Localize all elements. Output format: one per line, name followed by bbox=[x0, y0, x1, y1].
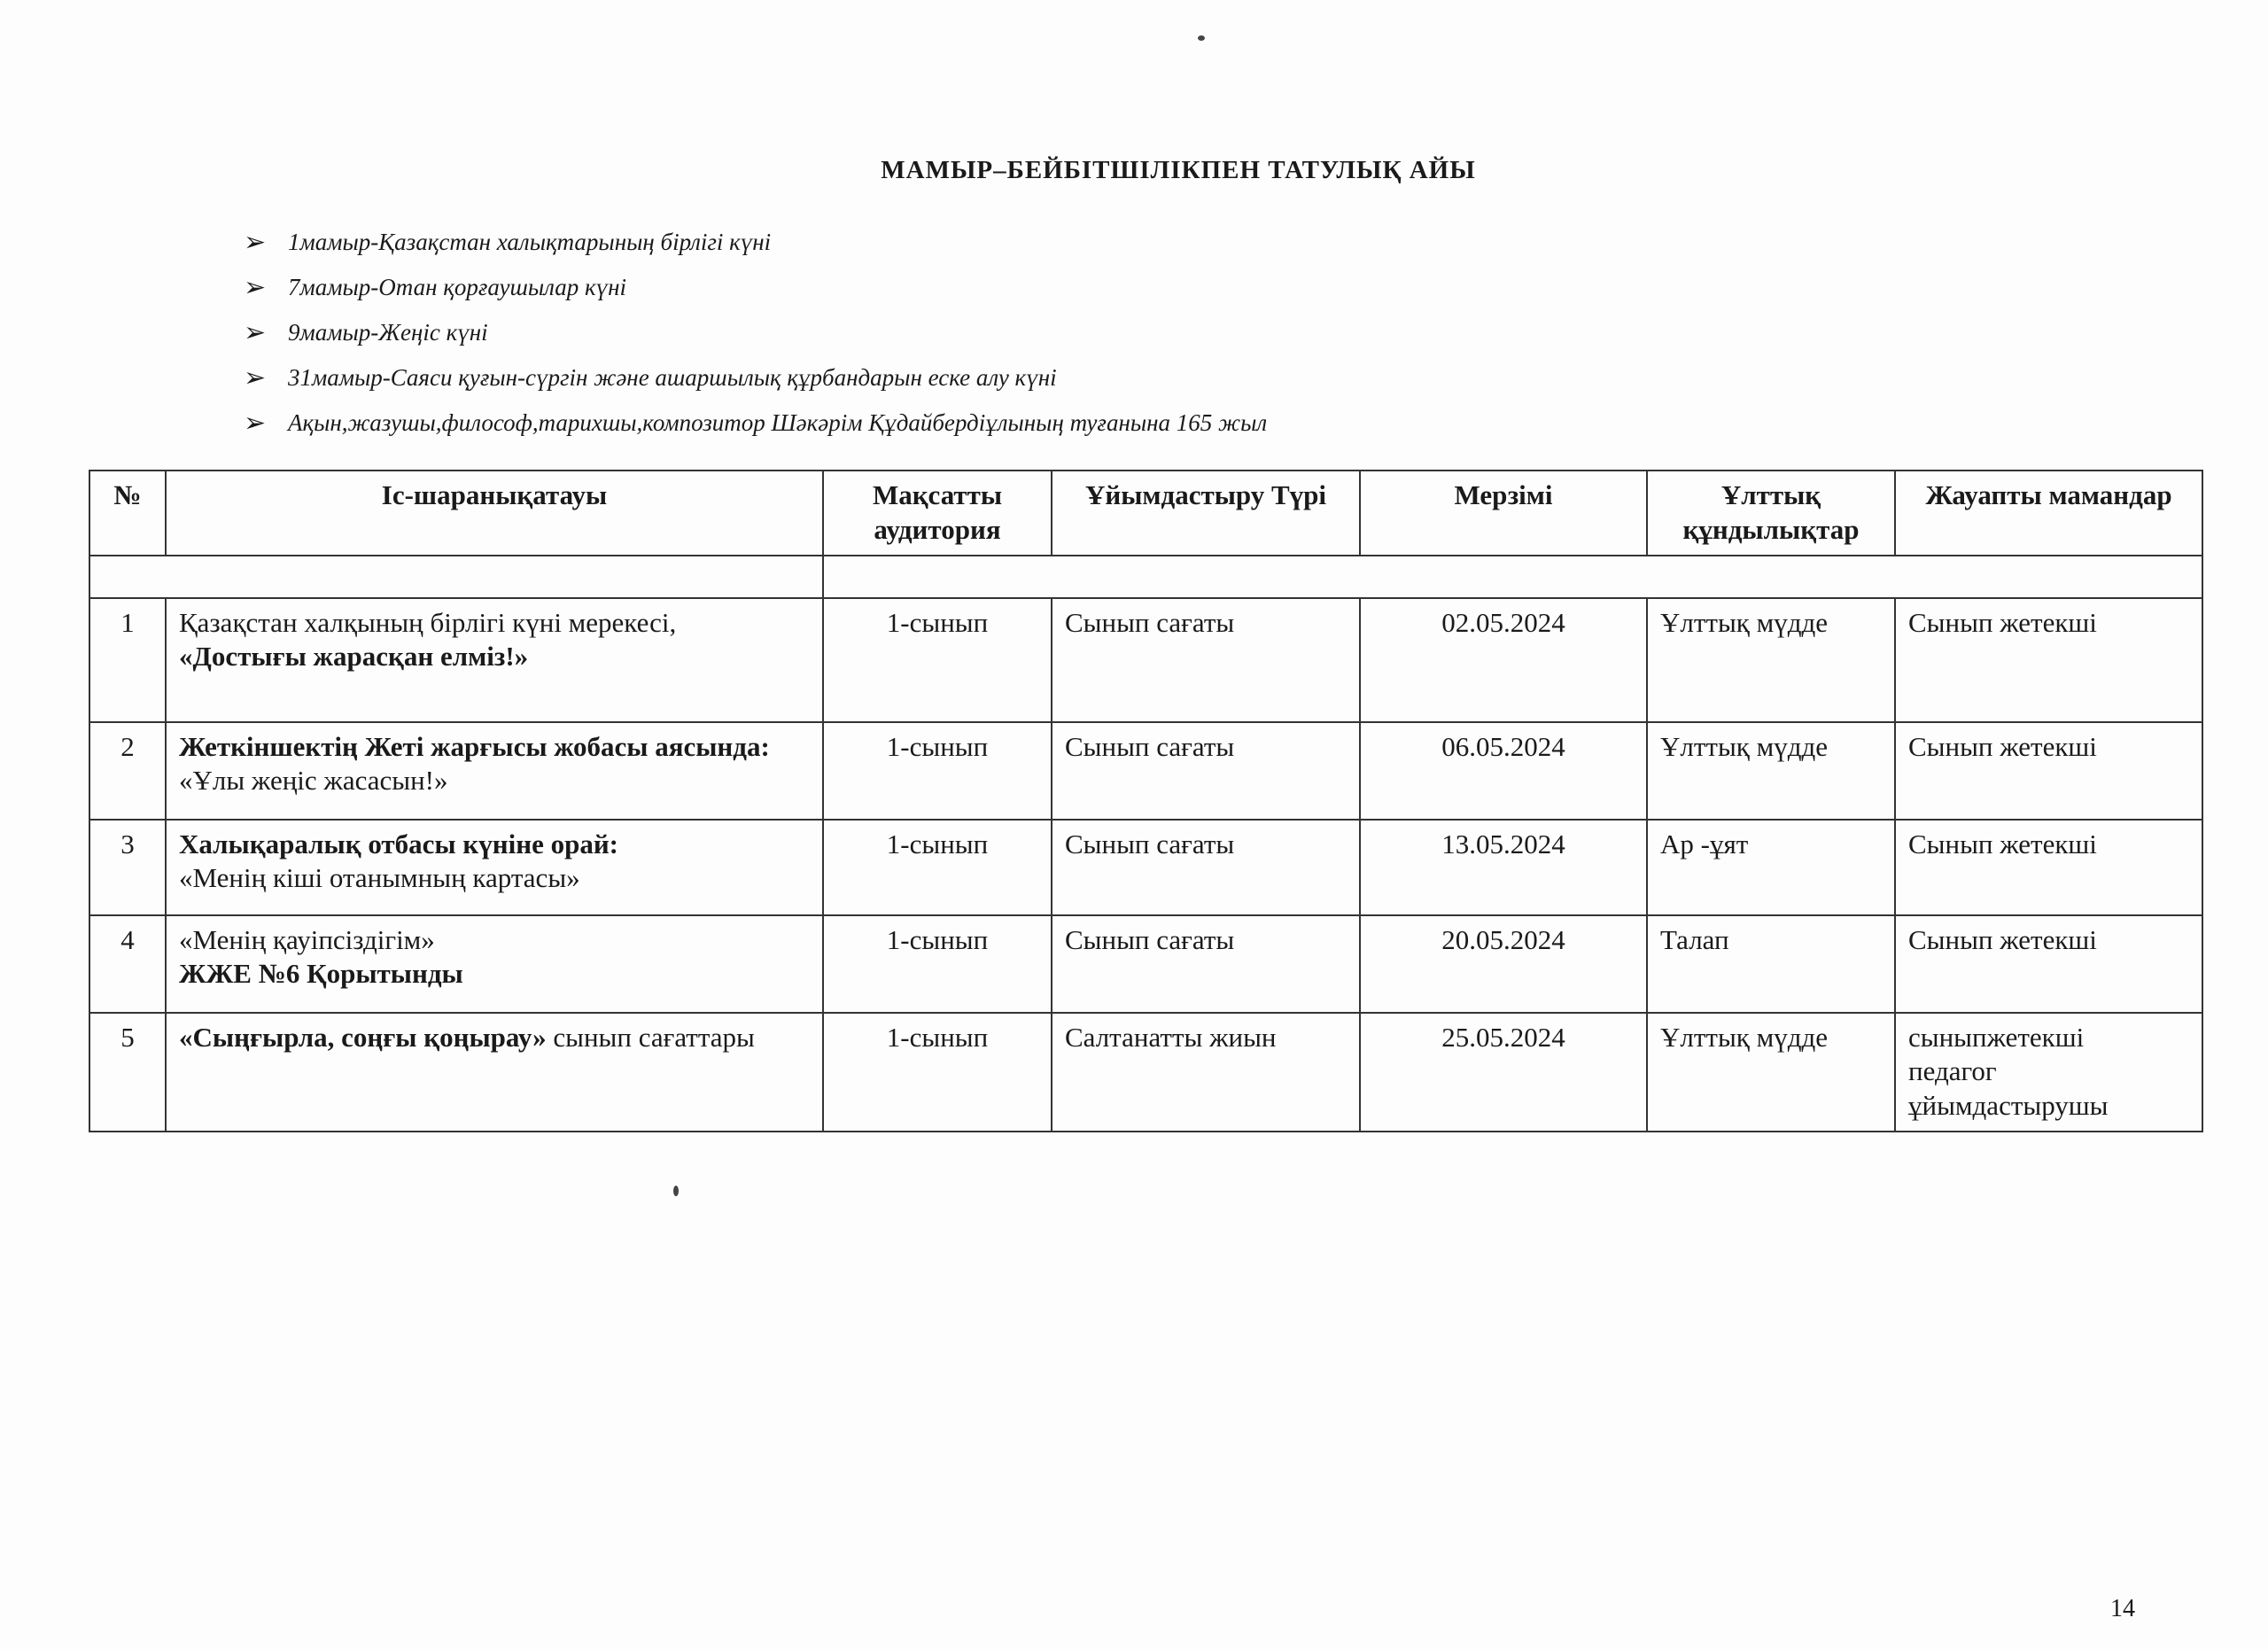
event-text: Қазақстан халқының бірлігі күні мерекесі, bbox=[179, 606, 677, 638]
header-num: № bbox=[89, 471, 166, 556]
table-row bbox=[89, 915, 2202, 1013]
event-title: ЖЖЕ №6 Қорытынды bbox=[179, 958, 463, 990]
date-item bbox=[244, 220, 1267, 265]
date-item-text: 31мамыр-Саяси қуғын-сүргін және ашаршылық құрбандарын еске алу күні bbox=[288, 364, 1057, 391]
event-text: «Менің қауіпсіздігім» bbox=[179, 923, 435, 955]
scan-speck bbox=[1198, 35, 1205, 41]
arrow-bullet-icon: ➢ bbox=[244, 273, 267, 302]
spacer-cell bbox=[823, 556, 2202, 598]
event-title: Халықаралық отбасы күніне орай: bbox=[179, 828, 618, 860]
arrow-bullet-icon: ➢ bbox=[244, 363, 267, 393]
date-item-text: 1мамыр-Қазақстан халықтарының бірлігі күні bbox=[288, 229, 772, 255]
header-form: Ұйымдастыру Түрі bbox=[1052, 471, 1360, 556]
row-responsible: Сынып жетекші bbox=[1895, 915, 2202, 1013]
row-audience: 1-сынып bbox=[823, 598, 1052, 722]
table-header-row bbox=[89, 471, 2202, 556]
row-date: 13.05.2024 bbox=[1360, 820, 1647, 915]
event-title: Жеткіншектің Жеті жарғысы жобасы аясында: bbox=[179, 730, 770, 762]
date-item bbox=[244, 355, 1267, 401]
responsible-line: ұйымдастырушы bbox=[1908, 1090, 2109, 1121]
row-audience: 1-сынып bbox=[823, 722, 1052, 820]
row-num: 5 bbox=[89, 1013, 166, 1132]
row-date: 06.05.2024 bbox=[1360, 722, 1647, 820]
date-item bbox=[244, 401, 1267, 446]
event-title: «Достығы жарасқан елміз!» bbox=[179, 641, 529, 673]
row-responsible: Сынып жетекші bbox=[1895, 820, 2202, 915]
row-num: 3 bbox=[89, 820, 166, 915]
page-number: 14 bbox=[2110, 1595, 2135, 1622]
row-audience: 1-сынып bbox=[823, 1013, 1052, 1132]
event-text: «Ұлы жеңіс жасасын!» bbox=[179, 765, 448, 797]
arrow-bullet-icon: ➢ bbox=[244, 318, 267, 347]
row-num: 2 bbox=[89, 722, 166, 820]
row-values: Талап bbox=[1647, 915, 1895, 1013]
header-date: Мерзімі bbox=[1360, 471, 1647, 556]
date-item bbox=[244, 310, 1267, 355]
table-spacer-row bbox=[89, 556, 2202, 598]
row-values: Ар -ұят bbox=[1647, 820, 1895, 915]
row-num: 1 bbox=[89, 598, 166, 722]
row-form: Сынып сағаты bbox=[1052, 820, 1360, 915]
row-responsible: Сынып жетекші bbox=[1895, 722, 2202, 820]
arrow-bullet-icon: ➢ bbox=[244, 408, 267, 438]
arrow-bullet-icon: ➢ bbox=[244, 228, 267, 257]
row-values: Ұлттық мүдде bbox=[1647, 1013, 1895, 1132]
row-num: 4 bbox=[89, 915, 166, 1013]
row-values: Ұлттық мүдде bbox=[1647, 598, 1895, 722]
table-row bbox=[89, 598, 2202, 722]
row-event bbox=[166, 820, 823, 915]
header-values: Ұлттық құндылықтар bbox=[1647, 471, 1895, 556]
responsible-line: педагог bbox=[1908, 1055, 1997, 1087]
row-event bbox=[166, 722, 823, 820]
page-title: МАМЫР–БЕЙБІТШІЛІКПЕН ТАТУЛЫҚ АЙЫ bbox=[881, 156, 1476, 184]
date-item bbox=[244, 265, 1267, 310]
responsible-line: сыныпжетекші bbox=[1908, 1021, 2085, 1053]
table-row bbox=[89, 1013, 2202, 1132]
event-title: «Сыңғырла, соңғы қоңырау» bbox=[179, 1021, 547, 1053]
date-item-text: 7мамыр-Отан қорғаушылар күні bbox=[288, 274, 627, 300]
row-responsible: Сынып жетекші bbox=[1895, 598, 2202, 722]
row-form: Сынып сағаты bbox=[1052, 598, 1360, 722]
header-event: Іс-шаранықатауы bbox=[166, 471, 823, 556]
row-event bbox=[166, 598, 823, 722]
row-values: Ұлттық мүдде bbox=[1647, 722, 1895, 820]
date-item-text: Ақын,жазушы,философ,тарихшы,композитор Шәкәрім Құдайбердіұлының туғанына 165 жыл bbox=[288, 409, 1268, 436]
row-date: 20.05.2024 bbox=[1360, 915, 1647, 1013]
header-audience: Мақсатты аудитория bbox=[823, 471, 1052, 556]
header-responsible: Жауапты мамандар bbox=[1895, 471, 2202, 556]
event-text: «Менің кіші отанымның картасы» bbox=[179, 862, 580, 894]
date-item-text: 9мамыр-Жеңіс күні bbox=[288, 319, 488, 346]
table-row bbox=[89, 820, 2202, 915]
important-dates-list bbox=[244, 220, 1267, 446]
row-form: Сынып сағаты bbox=[1052, 915, 1360, 1013]
spacer-cell bbox=[89, 556, 823, 598]
row-event bbox=[166, 1013, 823, 1132]
event-text: сынып сағаттары bbox=[553, 1021, 755, 1053]
events-plan-table bbox=[89, 470, 2203, 1132]
row-date: 25.05.2024 bbox=[1360, 1013, 1647, 1132]
row-audience: 1-сынып bbox=[823, 820, 1052, 915]
row-date: 02.05.2024 bbox=[1360, 598, 1647, 722]
row-form: Сынып сағаты bbox=[1052, 722, 1360, 820]
row-audience: 1-сынып bbox=[823, 915, 1052, 1013]
table-row bbox=[89, 722, 2202, 820]
row-event bbox=[166, 915, 823, 1013]
row-responsible bbox=[1895, 1013, 2202, 1132]
row-form: Салтанатты жиын bbox=[1052, 1013, 1360, 1132]
scan-speck bbox=[673, 1186, 679, 1196]
